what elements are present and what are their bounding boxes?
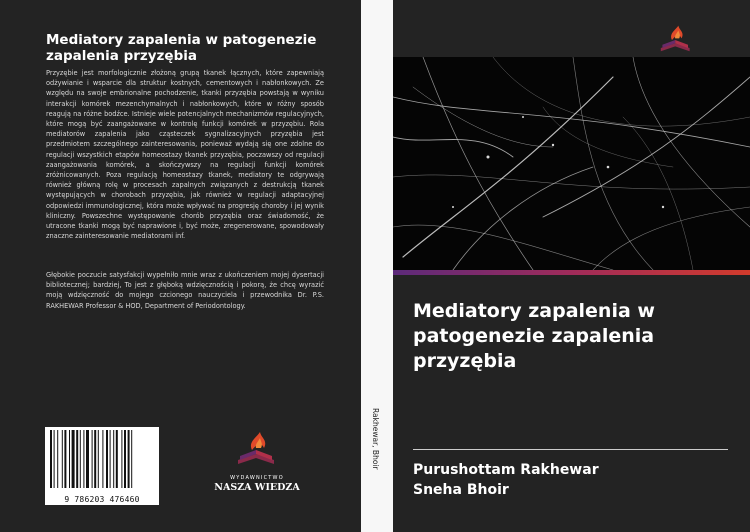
barcode-bars [48, 430, 156, 488]
fiber-network-illustration [393, 57, 750, 270]
author-name: Purushottam Rakhewar [413, 462, 599, 478]
book-flame-icon [230, 430, 284, 470]
back-description: Przyzębie jest morfologicznie złożoną grupą tkanek łącznych, które zapewniają odżywianie i wsparcie dla struktur kostnych, cementowych i nabłonkowych. Ze względu na swoje embrionalne pochodzenie, tkanki przyzębia powstają w wyniku interakcji komórek mezenchymalnych i nabłonkowych, które w różny sposób reagują na różne bodźce. Istnieje wiele potencjalnych mechanizmów regulacyjnych, które mogą być zaangażowane w kontrolę funkcji komórek w przyzębiu. Rola mediatorów zapalenia jako cząsteczek sygnalizacyjnych przyzębia jest przedmiotem szczególnego zainteresowania, ponieważ wydają się one zdolne do regulacji wszystkich etapów homeostazy tkanek przyzębia, poczawszy od regulacji zaangażowania komórek, a skończywszy na regulacji funkcji komórek zróżnicowanych. Poza regulacją homeostazy tkanek, mediatory te odgrywają również główną rolę w procesach zapalnych związanych z destrukcją tkanek występujących w chorobach przyzębia, jak również w regulacji adaptacyjnej odpowiedzi immunologicznej, która może wpływać na progresję choroby i jej wynik kliniczny. Powszechne występowanie chorób przyzębia oraz świadomość, że utracone tkanki mogą być naprawione i, być może, zregenerowane, spowodowały znaczne zainteresowanie mediatorami inf. [46, 69, 324, 241]
barcode-digits: 9 786203 476460 [64, 495, 140, 504]
barcode [45, 427, 159, 505]
publisher-sub-label: WYDAWNICTWO [230, 475, 284, 481]
front-title: Mediatory zapalenia w patogenezie zapalenia przyzębia [413, 300, 655, 372]
spine-authors: Rakhewar, Bhoir [371, 408, 380, 470]
back-acknowledgment: Głębokie poczucie satysfakcji wypełniło mnie wraz z ukończeniem mojej dysertacji bibliotecznej; bardziej, To jest z głęboką wdzięcznością i pokorą, że chcę wyrazić moją wdzięczność do mojego czcionego nauczyciela i przewodnika Dr. P.S. RAKHEWAR Professor & HOD, Department of Periodontology. [46, 271, 324, 310]
publisher-name: NASZA WIEDZA [214, 482, 300, 493]
back-title: Mediatory zapalenia w patogenezie zapalenia przyzębia [46, 32, 317, 64]
author-name: Sneha Bhoir [413, 482, 509, 498]
author-divider [413, 449, 728, 450]
publisher-logo-back [212, 430, 302, 500]
book-flame-icon [654, 24, 698, 56]
cover-image-fibers [393, 57, 750, 270]
accent-color-bar [393, 270, 750, 275]
